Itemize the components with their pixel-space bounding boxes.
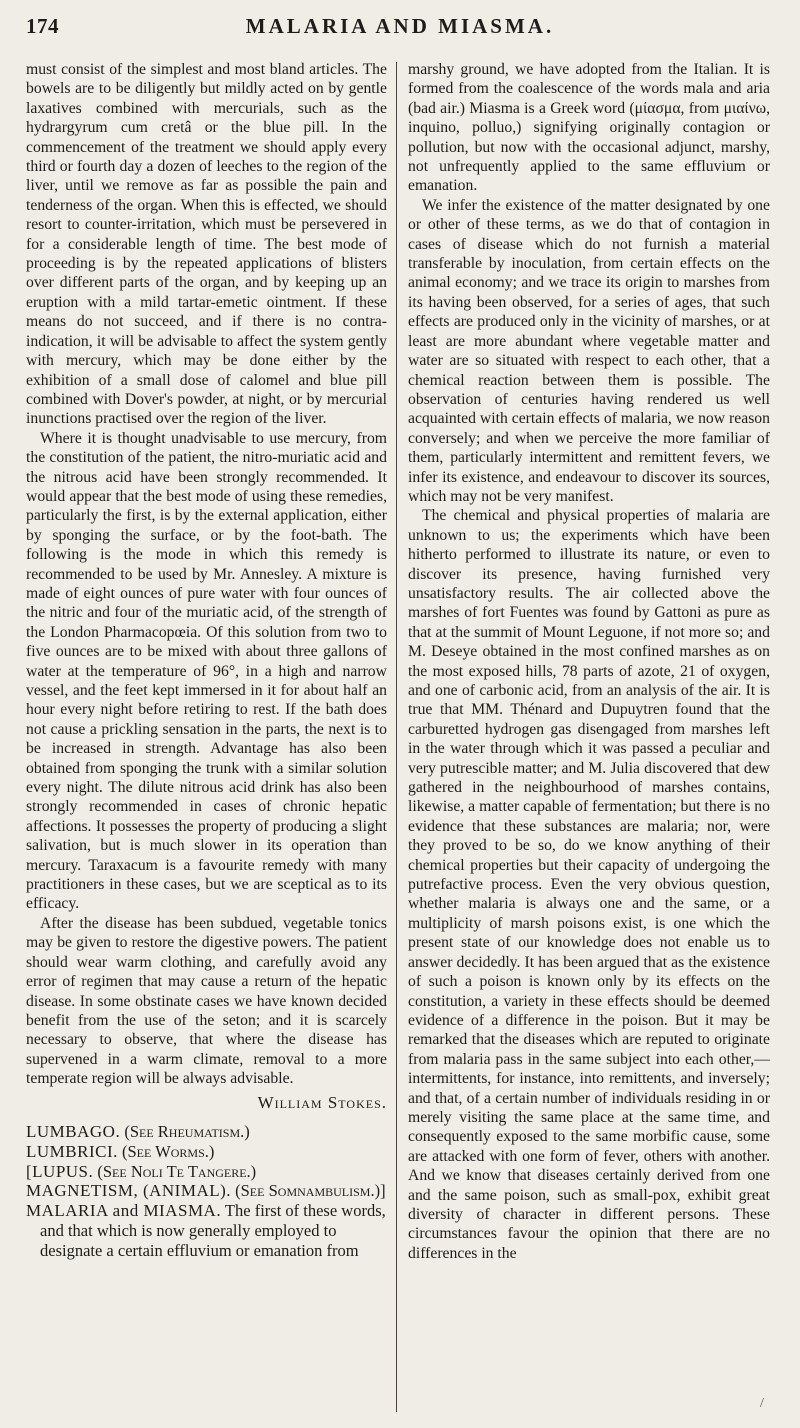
entry-term: [LUPUS. [26, 1161, 94, 1181]
page-tail-mark: / [760, 1396, 764, 1411]
entry-term: MALARIA and MIASMA. [26, 1201, 222, 1221]
right-paragraph-3: The chemical and physical properties of malaria are unknown to us; the experiments which have been hitherto performed to illustrate its nature, or even to discover its presence, having furnished very unsatisfactory results. The air collected above the marshes of fort Fuentes was found by Gattoni as pure as that at the summit of Mount Leguone, if not more so; and M. Deseye obtained in the most confined marshes as on the most exposed hills, 78 parts of azote, 21 of oxygen, and one of carbonic acid, from an analysis of the air. It is true that MM. Thénard and Dupuytren found that the carburetted hydrogen gas disengaged from marshes left in the water through which it was passed a peculiar and very putrescible matter; and M. Julia discovered that dew gathered in the neighbourhood of marshes contains, likewise, a matter capable of fermentation; but there is no evidence that these substances are malaria; nor, were they proved to be so, do we know anything of their chemical properties but their capacity of undergoing the putrefactive process. Even the very obvious question, whether malaria is always one and the same, or a multiplicity of marsh poisons exist, is one which the present state of our knowledge does not enable us to answer decidedly. It has been argued that as the existence of such a poison is known only by its effects on the constitution, a variety in these effects should be deemed evidence of a difference in the poison. But it may be remarked that the diseases which are reputed to originate from malaria pass in the same subject into each other,—intermittents, for instance, into remittents, and inversely; and that, of a certain number of individuals residing in or merely visiting the same place at the same time, and consequently exposed to the same morbific cause, some are attacked with one form of fever, others with another. And we know that diseases certainly derived from one and the same poison, such as small-pox, exhibit great diversity of character in different persons. These circumstances favour the opinion that there are no differences in the [408, 507, 770, 1262]
left-paragraph-1: must consist of the simplest and most bland articles. The bowels are to be diligently but mildly acted on by gentle laxatives combined with mercurials, such as the hydrargyrum cum cretâ or the blue pill. In the commencement of the treatment we should apply every third or fourth day a dozen of leeches to the region of the liver, until we remove as far as possible the pain and tenderness of the organ. When this is effected, we should resort to counter-irritation, which must be persevered in for a considerable length of time. The best mode of proceeding is by the repeated applications of blisters over different parts of the organ, and by keeping up an eruption with a mild tartar-emetic ointment. If these means do not succeed, and if there is no contra-indication, it will be advisable to affect the system gently with mercury, which may be done either by the exhibition of a small dose of calomel and blue pill combined with Dover's powder, at night, or by mercurial inunctions practised over the region of the liver. [26, 61, 387, 428]
page-number: 174 [26, 14, 59, 38]
entry-magnetism [26, 1181, 387, 1201]
column-divider [396, 62, 397, 1412]
entry-lumbrici [26, 1142, 387, 1162]
entry-term: LUMBRICI. [26, 1141, 118, 1161]
entry-cross-reference: (See Somnambulism.)] [235, 1181, 386, 1201]
running-title: MALARIA AND MIASMA. [245, 14, 555, 38]
right-paragraph-2: We infer the existence of the matter designated by one or other of these terms, as we do that of contagion in cases of disease which do not furnish a material transferable by inoculation, from certain effects on the animal economy; and we trace its origin to marshes from its having been observed, for a series of ages, that such effects are produced only in the vicinity of marshes, or at least are more abundant where vegetable matter and water are so situated with respect to each other, that a chemical reaction between them is possible. The observation of centuries having rendered us well acquainted with certain effects of malaria, we now reason conversely; and when we perceive the more familiar of them, particularly intermittent and remittent fevers, we infer its existence, and endeavour to discover its sources, which may not be very manifest. [408, 196, 770, 505]
left-column [26, 60, 387, 1261]
entry-cross-reference: (See Worms.) [122, 1141, 215, 1161]
author-signature: William Stokes. [257, 1092, 387, 1112]
right-paragraph-1: marshy ground, we have adopted from the Italian. It is formed from the coalescence of the words mala and aria (bad air.) Miasma is a Greek word (μίασμα, from μιαίνω, inquino, polluo,) signifying originally contagion or pollution, but now with the occasional adjunct, marshy, not unfrequently applied to the same effluvium or emanation. [408, 61, 770, 195]
right-column [408, 60, 770, 1263]
entry-malaria [26, 1201, 387, 1260]
entry-term: LUMBAGO. [26, 1121, 121, 1141]
entry-term: MAGNETISM, (ANIMAL). [26, 1181, 232, 1201]
entry-lupus [26, 1162, 387, 1182]
entry-text: The first of these words, and that which is now generally employed to designate a certain effluvium or emanation from [40, 1201, 386, 1260]
page-header [0, 0, 800, 44]
entry-cross-reference: (See Noli Te Tangere.) [97, 1161, 257, 1181]
left-paragraph-2: Where it is thought unadvisable to use mercury, from the constitution of the patient, the nitro-muriatic acid and the nitrous acid have been strongly recommended. It would appear that the best mode of using these remedies, particularly the first, is by the external application, either by sponging the surface, or by the foot-bath. The following is the mode in which this remedy is recommended to be used by Mr. Annesley. A mixture is made of eight ounces of pure water with four ounces of the nitric and four of the muriatic acid, of the strength of the London Pharmacopœia. Of this solution from two to five ounces are to be mixed with about three gallons of water at the temperature of 96°, in a high and narrow vessel, and the feet kept immersed in it for about half an hour every night before retiring to rest. If the bath does not cause a prickling sensation in the parts, the next is to be increased in strength. Advantage has also been obtained from sponging the trunk with a similar solution every night. The dilute nitrous acid drink has also been strongly recommended in cases of chronic hepatic affections. It possesses the property of producing a slight salivation, but is much slower in its operation than mercury. Taraxacum is a favourite remedy with many practitioners in these cases, but we are sceptical as to its efficacy. [26, 429, 387, 913]
entry-lumbago [26, 1122, 387, 1142]
entry-cross-reference: (See Rheumatism.) [124, 1121, 250, 1141]
left-paragraph-3: After the disease has been subdued, vegetable tonics may be given to restore the digestive powers. The patient should wear warm clothing, and carefully avoid any error of regimen that may cause a return of the hepatic disease. In some obstinate cases we have known decided benefit from the use of the seton; and it is scarcely necessary to observe, that where the disease has supervened in a warm climate, removal to a more temperate region will be always advisable. [26, 914, 387, 1088]
